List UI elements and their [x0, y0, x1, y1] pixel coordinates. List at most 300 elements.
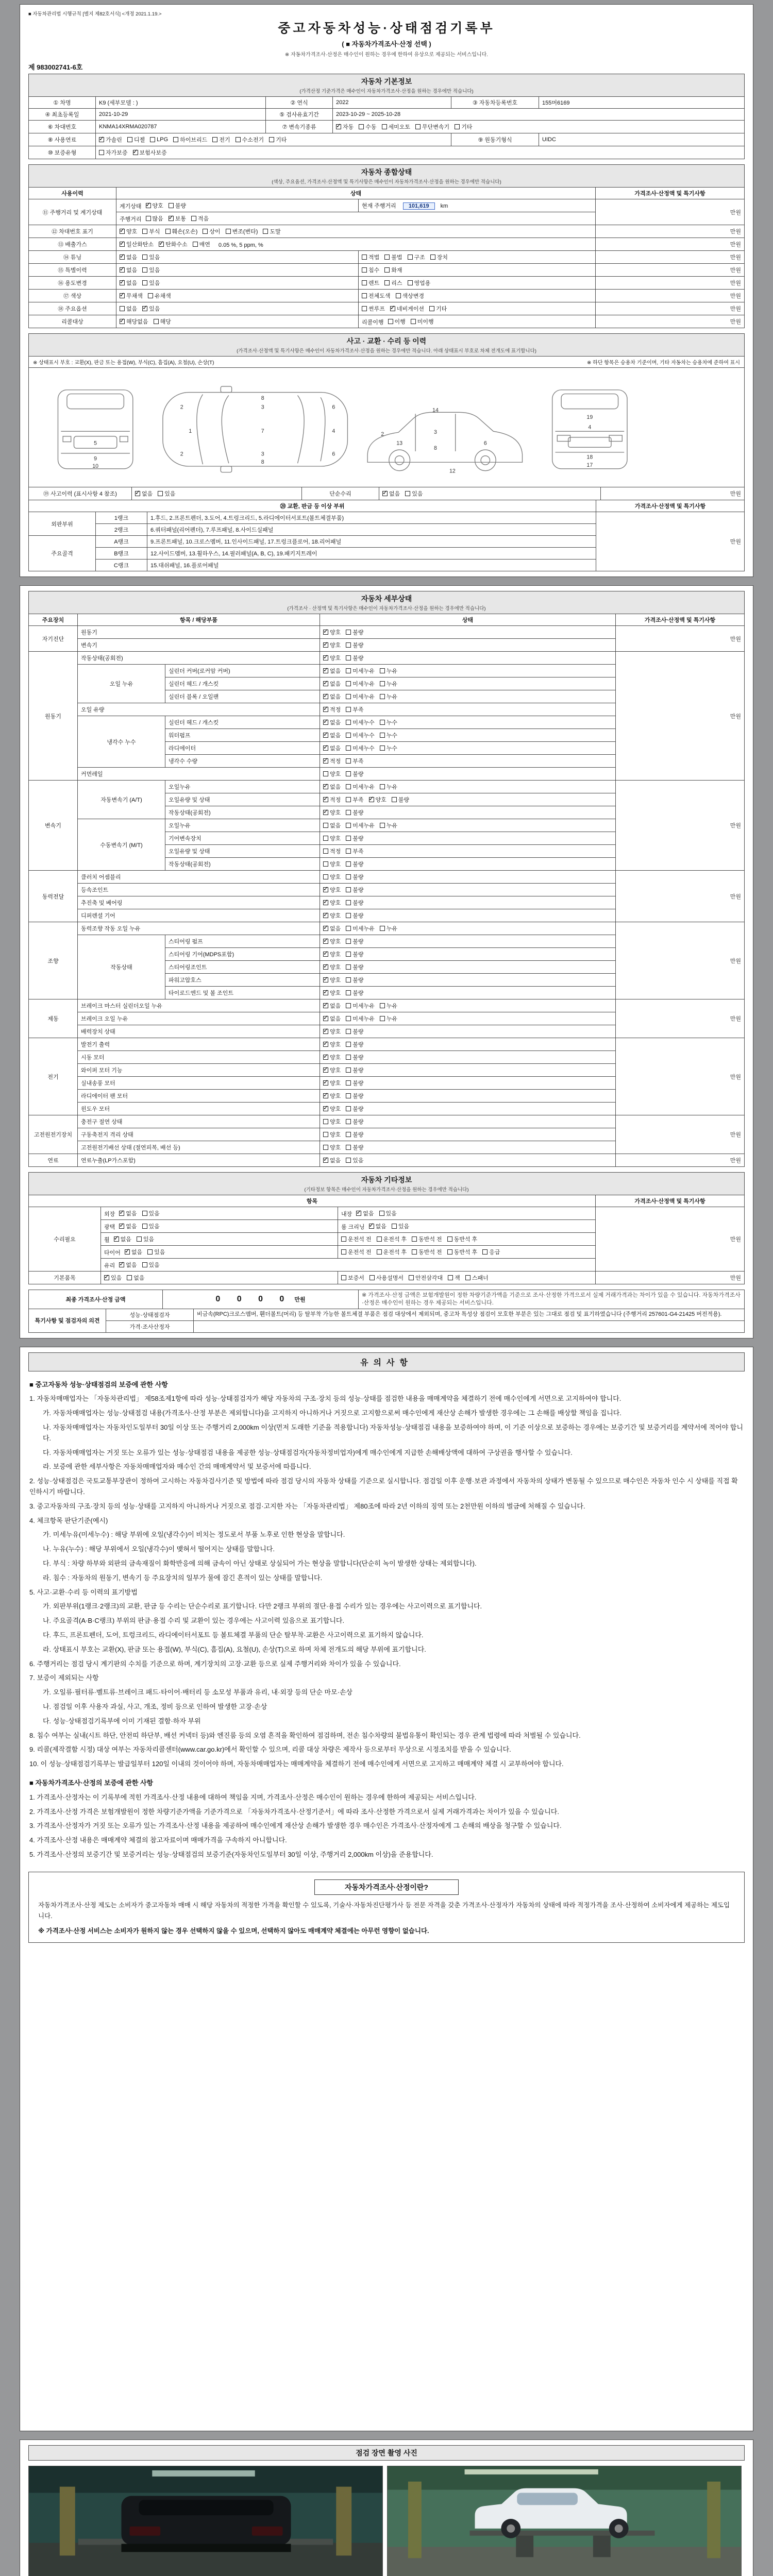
- checkbox-양호[interactable]: [323, 937, 341, 945]
- checkbox-양호[interactable]: [323, 1027, 341, 1036]
- svg-text:8: 8: [261, 459, 264, 466]
- checkbox-없음[interactable]: [323, 783, 341, 791]
- checkbox-box-icon: [142, 1262, 147, 1267]
- checkbox-동반석 후[interactable]: [447, 1235, 478, 1243]
- checkbox-없음[interactable]: [323, 731, 341, 739]
- checkbox-없음[interactable]: [369, 1222, 386, 1230]
- checkbox-양호[interactable]: [323, 770, 341, 778]
- checkbox-장치[interactable]: [430, 253, 448, 261]
- table-cell: [338, 1246, 596, 1259]
- checkbox-적음[interactable]: [191, 214, 209, 223]
- cell-value: 성능·상태점검자: [129, 1312, 170, 1318]
- table-cell: [78, 1051, 320, 1064]
- checkbox-일산화탄소[interactable]: [120, 240, 154, 248]
- checkbox-없음[interactable]: [323, 1014, 341, 1023]
- cell-value: 원동기: [81, 630, 97, 636]
- checkbox-label: 누유: [386, 926, 398, 932]
- checkbox-많음[interactable]: [146, 214, 163, 223]
- checkbox-있음[interactable]: [142, 1209, 160, 1217]
- checkbox-label: 없음: [126, 255, 138, 261]
- cell-value: 9.프론트패널, 10.크로스멤버, 11.인사이드패널, 17.트렁크플로어, 18.리어패널: [150, 539, 342, 545]
- checkbox-양호[interactable]: [323, 1105, 341, 1113]
- checkbox-box-icon: [390, 306, 395, 311]
- checkbox-이행[interactable]: [388, 317, 406, 326]
- checkbox-box-icon: [120, 255, 125, 260]
- checkbox-group: [120, 319, 176, 326]
- checkbox-누유[interactable]: [380, 667, 397, 675]
- cell-value: 조향: [47, 958, 59, 964]
- table-cell: [29, 302, 116, 315]
- table-cell: [596, 302, 745, 315]
- checkbox-침수[interactable]: [362, 266, 379, 274]
- checkbox-box-icon: [323, 745, 328, 751]
- checkbox-있음[interactable]: [142, 1222, 160, 1230]
- checkbox-group: [119, 1211, 165, 1217]
- checkbox-있음[interactable]: [142, 266, 160, 274]
- checkbox-누수[interactable]: [380, 718, 397, 726]
- checkbox-매연[interactable]: [193, 240, 210, 248]
- checkbox-기타[interactable]: [429, 304, 447, 313]
- checkbox-누유[interactable]: [380, 924, 397, 933]
- checkbox-누유[interactable]: [380, 692, 397, 701]
- checkbox-있음[interactable]: [346, 1156, 363, 1164]
- checkbox-양호[interactable]: [323, 1092, 341, 1100]
- table-cell: [29, 290, 116, 302]
- checkbox-label: 누유: [386, 1016, 398, 1022]
- checkbox-있음[interactable]: [405, 489, 423, 498]
- checkbox-box-icon: [380, 784, 385, 789]
- checkbox-없음[interactable]: [135, 489, 153, 498]
- checkbox-전기[interactable]: [212, 135, 230, 144]
- checkbox-box-icon: [346, 1016, 351, 1021]
- checkbox-없음[interactable]: [323, 667, 341, 675]
- cell-value: 실린더 헤드 / 개스킷: [169, 681, 219, 687]
- cell-value: 항목 / 해당부품: [180, 617, 217, 623]
- cell-value: 오일누유: [169, 823, 191, 829]
- checkbox-불량[interactable]: [346, 1143, 363, 1151]
- checkbox-수동[interactable]: [359, 123, 376, 131]
- cell-value: 가격조사·산정액 및 특기사항: [634, 503, 706, 510]
- checkbox-없음[interactable]: [323, 692, 341, 701]
- table-row: [29, 146, 745, 159]
- checkbox-없음[interactable]: [119, 1209, 137, 1217]
- cell-value: 스티어링조인트: [169, 964, 207, 971]
- checkbox-색상변경[interactable]: [396, 292, 425, 300]
- cell-value: ※ 가격조사·산정 금액은 보험개발원이 정한 차량기준가액을 기준으로 조사·산정한 가격으로서 실제 거래가격과는 차이가 있을 수 있습니다. 자동차가격조사·산정은 매수인이 원하는 경우 제공되는 서비스입니다.: [362, 1292, 741, 1306]
- checkbox-box-icon: [323, 887, 328, 892]
- checkbox-양호[interactable]: [323, 886, 341, 894]
- checkbox-네비게이션[interactable]: [390, 304, 424, 313]
- table-cell: [29, 121, 96, 133]
- cell-value: 가격조사·산정액 및 특기사항: [634, 191, 705, 197]
- table-cell: [338, 1272, 596, 1284]
- table-cell: [116, 290, 359, 302]
- checkbox-불량[interactable]: [346, 628, 363, 636]
- checkbox-양호[interactable]: [323, 1079, 341, 1087]
- checkbox-양호[interactable]: [323, 654, 341, 662]
- checkbox-운전석 전[interactable]: [341, 1235, 372, 1243]
- checkbox-label: 불량: [352, 655, 364, 662]
- checkbox-적정[interactable]: [323, 705, 341, 714]
- checkbox-box-icon: [380, 823, 385, 828]
- checkbox-없음[interactable]: [323, 744, 341, 752]
- checkbox-label: 양호: [330, 642, 341, 649]
- table-row: [29, 121, 745, 133]
- checkbox-부족[interactable]: [346, 795, 363, 804]
- checkbox-양호[interactable]: [146, 201, 163, 210]
- checkbox-양호[interactable]: [323, 860, 341, 868]
- checkbox-없음[interactable]: [120, 266, 137, 274]
- checkbox-양호[interactable]: [323, 963, 341, 971]
- checkbox-label: 불량: [352, 1093, 364, 1099]
- checkbox-스패너[interactable]: [465, 1274, 489, 1282]
- checkbox-보증서[interactable]: [341, 1274, 364, 1282]
- checkbox-하이브리드[interactable]: [173, 135, 207, 144]
- cell-value: 냉각수 누수: [107, 739, 136, 745]
- checkbox-없음[interactable]: [120, 304, 137, 313]
- checkbox-누유[interactable]: [380, 1014, 397, 1023]
- checkbox-운전석 전[interactable]: [341, 1248, 372, 1256]
- checkbox-없음[interactable]: [323, 1002, 341, 1010]
- cell-value: 6.쿼터패널(리어펜더), 7.루프패널, 8.사이드실패널: [150, 527, 274, 533]
- checkbox-무단변속기[interactable]: [415, 123, 449, 131]
- checkbox-유채색[interactable]: [148, 292, 171, 300]
- checkbox-있음[interactable]: [137, 1235, 154, 1243]
- checkbox-양호[interactable]: [323, 873, 341, 881]
- checkbox-부족[interactable]: [346, 847, 363, 855]
- checkbox-box-icon: [384, 280, 390, 285]
- checkbox-양호[interactable]: [323, 834, 341, 842]
- table-cell: [320, 858, 616, 871]
- checkbox-변조(변타)[interactable]: [226, 227, 258, 235]
- checkbox-box-icon: [346, 1106, 351, 1111]
- checkbox-없음[interactable]: [119, 1261, 137, 1269]
- checkbox-불량[interactable]: [346, 911, 363, 920]
- checkbox-동반석 전[interactable]: [412, 1235, 442, 1243]
- checkbox-없음[interactable]: [323, 821, 341, 829]
- checkbox-box-icon: [346, 720, 351, 725]
- table-cell: [616, 871, 745, 922]
- checkbox-양호[interactable]: [323, 911, 341, 920]
- checkbox-누수[interactable]: [380, 731, 397, 739]
- checkbox-구조[interactable]: [408, 253, 425, 261]
- checkbox-불량[interactable]: [346, 976, 363, 984]
- checkbox-적정[interactable]: [323, 795, 341, 804]
- checkbox-양호[interactable]: [323, 1143, 341, 1151]
- checkbox-미세누유[interactable]: [346, 783, 375, 791]
- checkbox-자동[interactable]: [336, 123, 354, 131]
- accident-history-table: [28, 487, 745, 500]
- cell-value: KNMA14XRMA020787: [99, 124, 157, 130]
- checkbox-없음[interactable]: [323, 924, 341, 933]
- checkbox-응급[interactable]: [482, 1248, 500, 1256]
- checkbox-해당[interactable]: [154, 317, 171, 326]
- checkbox-자가보증[interactable]: [99, 148, 128, 157]
- checkbox-양호[interactable]: [323, 899, 341, 907]
- checkbox-미세누수[interactable]: [346, 744, 375, 752]
- notice-line: 라. 보증에 관한 세부사항은 자동차매매업자와 매수인 간의 매매계약서 및 보증서에 따릅니다.: [43, 1463, 311, 1471]
- checkbox-양호[interactable]: [323, 1130, 341, 1139]
- checkbox-디젤[interactable]: [127, 135, 145, 144]
- checkbox-box-icon: [409, 1275, 414, 1280]
- checkbox-동반석 전[interactable]: [412, 1248, 442, 1256]
- checkbox-누유[interactable]: [380, 783, 397, 791]
- checkbox-양호[interactable]: [369, 795, 386, 804]
- checkbox-있음[interactable]: [142, 279, 160, 287]
- checkbox-불량[interactable]: [346, 641, 363, 649]
- checkbox-있음[interactable]: [392, 1222, 409, 1230]
- checkbox-불량[interactable]: [346, 886, 363, 894]
- checkbox-group: [323, 643, 369, 649]
- checkbox-불량[interactable]: [392, 795, 409, 804]
- checkbox-적법[interactable]: [362, 253, 379, 261]
- checkbox-없음[interactable]: [114, 1235, 131, 1243]
- checkbox-있음[interactable]: [142, 304, 160, 313]
- table-cell: [78, 1064, 320, 1077]
- checkbox-불량[interactable]: [346, 770, 363, 778]
- checkbox-누유[interactable]: [380, 680, 397, 688]
- checkbox-box-icon: [173, 137, 178, 142]
- checkbox-양호[interactable]: [323, 641, 341, 649]
- checkbox-부족[interactable]: [346, 757, 363, 765]
- checkbox-box-icon: [154, 319, 159, 324]
- checkbox-불량[interactable]: [169, 201, 186, 210]
- table-cell: [116, 315, 359, 328]
- checkbox-불량[interactable]: [346, 989, 363, 997]
- checkbox-box-icon: [323, 1042, 328, 1047]
- checkbox-누유[interactable]: [380, 1002, 397, 1010]
- checkbox-렌트[interactable]: [362, 279, 379, 287]
- checkbox-없음[interactable]: [323, 718, 341, 726]
- checkbox-미세누유[interactable]: [346, 680, 375, 688]
- checkbox-썬루프[interactable]: [362, 304, 385, 313]
- checkbox-box-icon: [408, 280, 413, 285]
- checkbox-없음[interactable]: [127, 1274, 144, 1282]
- checkbox-불량[interactable]: [346, 1130, 363, 1139]
- checkbox-훼손(오손)[interactable]: [165, 227, 198, 235]
- checkbox-미세누유[interactable]: [346, 667, 375, 675]
- checkbox-보험사보증[interactable]: [133, 148, 167, 157]
- checkbox-label: 도말: [270, 229, 281, 235]
- checkbox-운전석 후[interactable]: [377, 1248, 407, 1256]
- other-info-grid: [28, 1195, 745, 1284]
- checkbox-label: 양호: [330, 913, 341, 919]
- checkbox-label: 응급: [489, 1249, 500, 1256]
- checkbox-불량[interactable]: [346, 963, 363, 971]
- checkbox-label: 있음: [412, 491, 423, 497]
- cell-value: 155머6169: [542, 100, 570, 106]
- checkbox-없음[interactable]: [125, 1248, 142, 1256]
- checkbox-box-icon: [323, 694, 328, 699]
- checkbox-불량[interactable]: [346, 950, 363, 958]
- checkbox-무채색[interactable]: [120, 292, 143, 300]
- checkbox-양호[interactable]: [323, 976, 341, 984]
- table-cell: [78, 1090, 320, 1103]
- checkbox-group: [104, 1276, 150, 1282]
- checkbox-미세누유[interactable]: [346, 924, 375, 933]
- checkbox-불량[interactable]: [346, 1066, 363, 1074]
- checkbox-없음[interactable]: [356, 1209, 374, 1217]
- table-cell: [320, 884, 616, 896]
- cell-value: 15.대쉬패널, 16.플로어패널: [150, 563, 219, 569]
- checkbox-없음[interactable]: [120, 253, 137, 261]
- table-row: [29, 1272, 745, 1284]
- checkbox-불량[interactable]: [346, 873, 363, 881]
- checkbox-보통[interactable]: [169, 214, 186, 223]
- checkbox-불량[interactable]: [346, 834, 363, 842]
- checkbox-부족[interactable]: [346, 705, 363, 714]
- checkbox-label: 리스: [391, 280, 402, 286]
- checkbox-label: 적정: [330, 758, 341, 765]
- checkbox-해당없음[interactable]: [120, 317, 148, 326]
- checkbox-있음[interactable]: [142, 253, 160, 261]
- table-cell: [320, 1038, 616, 1051]
- checkbox-없음[interactable]: [323, 680, 341, 688]
- cell-value: 시동 모터: [81, 1055, 105, 1061]
- checkbox-양호[interactable]: [323, 808, 341, 817]
- checkbox-group: [119, 1263, 165, 1269]
- checkbox-불량[interactable]: [346, 1053, 363, 1061]
- checkbox-양호[interactable]: [323, 1117, 341, 1126]
- checkbox-있음[interactable]: [104, 1274, 122, 1282]
- checkbox-box-icon: [447, 1249, 452, 1255]
- table-cell: [29, 1195, 596, 1207]
- checkbox-누수[interactable]: [380, 744, 397, 752]
- car-diagram-svg: [30, 370, 743, 482]
- checkbox-양호[interactable]: [120, 227, 137, 235]
- checkbox-없음[interactable]: [120, 279, 137, 287]
- checkbox-부식[interactable]: [142, 227, 160, 235]
- checkbox-가솔린[interactable]: [99, 135, 122, 144]
- checkbox-불량[interactable]: [346, 899, 363, 907]
- checkbox-없음[interactable]: [323, 1156, 341, 1164]
- checkbox-box-icon: [396, 293, 401, 298]
- checkbox-group: [323, 888, 369, 894]
- checkbox-미세누수[interactable]: [346, 731, 375, 739]
- checkbox-잭[interactable]: [448, 1274, 460, 1282]
- checkbox-있음[interactable]: [142, 1261, 160, 1269]
- checkbox-box-icon: [142, 280, 147, 285]
- checkbox-화재[interactable]: [384, 266, 402, 274]
- checkbox-누유[interactable]: [380, 821, 397, 829]
- checkbox-불량[interactable]: [346, 1105, 363, 1113]
- cell-value: 외판부위: [51, 521, 73, 528]
- checkbox-미이행[interactable]: [411, 317, 434, 326]
- checkbox-운전석 후[interactable]: [377, 1235, 407, 1243]
- checkbox-box-icon: [346, 887, 351, 892]
- checkbox-기타[interactable]: [269, 135, 287, 144]
- cell-value: 변속기: [45, 823, 61, 829]
- checkbox-불량[interactable]: [346, 1027, 363, 1036]
- checkbox-상이[interactable]: [203, 227, 220, 235]
- table-cell: [29, 512, 96, 536]
- checkbox-리스[interactable]: [384, 279, 402, 287]
- checkbox-적정[interactable]: [323, 757, 341, 765]
- table-cell: [147, 524, 596, 536]
- other-section-header: [28, 1172, 745, 1195]
- cell-value: ⑭ 튜닝: [63, 255, 82, 261]
- checkbox-불량[interactable]: [346, 654, 363, 662]
- checkbox-미세누유[interactable]: [346, 1014, 375, 1023]
- checkbox-box-icon: [127, 1275, 132, 1280]
- checkbox-box-icon: [147, 1249, 153, 1255]
- svg-text:5: 5: [94, 440, 97, 447]
- checkbox-수소전기[interactable]: [236, 135, 264, 144]
- checkbox-box-icon: [346, 1119, 351, 1124]
- checkbox-있음[interactable]: [158, 489, 175, 498]
- checkbox-box-icon: [323, 810, 328, 815]
- checkbox-box-icon: [158, 491, 163, 496]
- checkbox-안전삼각대[interactable]: [409, 1274, 443, 1282]
- checkbox-box-icon: [120, 280, 125, 285]
- checkbox-도말[interactable]: [263, 227, 280, 235]
- checkbox-불법[interactable]: [384, 253, 402, 261]
- checkbox-미세누수[interactable]: [346, 718, 375, 726]
- checkbox-양호[interactable]: [323, 1066, 341, 1074]
- checkbox-box-icon: [380, 733, 385, 738]
- checkbox-없음[interactable]: [382, 489, 400, 498]
- checkbox-불량[interactable]: [346, 1092, 363, 1100]
- checkbox-label: 상이: [209, 229, 221, 235]
- checkbox-양호[interactable]: [323, 628, 341, 636]
- checkbox-양호[interactable]: [323, 1040, 341, 1048]
- checkbox-기타[interactable]: [455, 123, 472, 131]
- table-cell: [29, 1038, 78, 1115]
- checkbox-불량[interactable]: [346, 1117, 363, 1126]
- table-cell: [116, 264, 359, 277]
- table-cell: [359, 251, 596, 264]
- checkbox-있음[interactable]: [379, 1209, 397, 1217]
- notice-line: 9. 리콜(제작결함 시정) 대상 여부는 자동차리콜센터(www.car.go.kr)에서 확인할 수 있으며, 리콜 대상 차량은 제작사 등으로부터 무상으로 시정조치를 받을 수 있습니다.: [29, 1745, 511, 1754]
- checkbox-불량[interactable]: [346, 1079, 363, 1087]
- checkbox-label: 미세누유: [352, 668, 375, 674]
- checkbox-양호[interactable]: [323, 989, 341, 997]
- checkbox-불량[interactable]: [346, 937, 363, 945]
- table-cell: [78, 716, 165, 768]
- checkbox-없음[interactable]: [119, 1222, 137, 1230]
- checkbox-box-icon: [146, 203, 151, 208]
- checkbox-있음[interactable]: [147, 1248, 165, 1256]
- cell-value: ④ 최초등록일: [45, 112, 79, 118]
- checkbox-box-icon: [380, 681, 385, 686]
- checkbox-미세누유[interactable]: [346, 1002, 375, 1010]
- cell-value: 자동변속기 (A/T): [100, 797, 142, 803]
- checkbox-사용설명서[interactable]: [369, 1274, 404, 1282]
- checkbox-영업용[interactable]: [408, 279, 431, 287]
- checkbox-box-icon: [323, 990, 328, 995]
- checkbox-양호[interactable]: [323, 1053, 341, 1061]
- checkbox-box-icon: [346, 745, 351, 751]
- checkbox-미세누유[interactable]: [346, 692, 375, 701]
- checkbox-불량[interactable]: [346, 1040, 363, 1048]
- checkbox-미세누유[interactable]: [346, 821, 375, 829]
- checkbox-box-icon: [346, 1029, 351, 1034]
- table-cell: [165, 742, 320, 755]
- checkbox-전체도색[interactable]: [362, 292, 391, 300]
- checkbox-적정[interactable]: [323, 847, 341, 855]
- checkbox-양호[interactable]: [323, 950, 341, 958]
- checkbox-불량[interactable]: [346, 860, 363, 868]
- checkbox-세미오토[interactable]: [382, 123, 411, 131]
- table-cell: [616, 922, 745, 999]
- checkbox-불량[interactable]: [346, 808, 363, 817]
- checkbox-box-icon: [226, 229, 231, 234]
- table-cell: [596, 1195, 745, 1207]
- checkbox-탄화수소[interactable]: [159, 240, 188, 248]
- checkbox-동반석 후[interactable]: [447, 1248, 478, 1256]
- cell-value: 파워고압호스: [169, 977, 201, 984]
- checkbox-LPG[interactable]: [150, 137, 168, 143]
